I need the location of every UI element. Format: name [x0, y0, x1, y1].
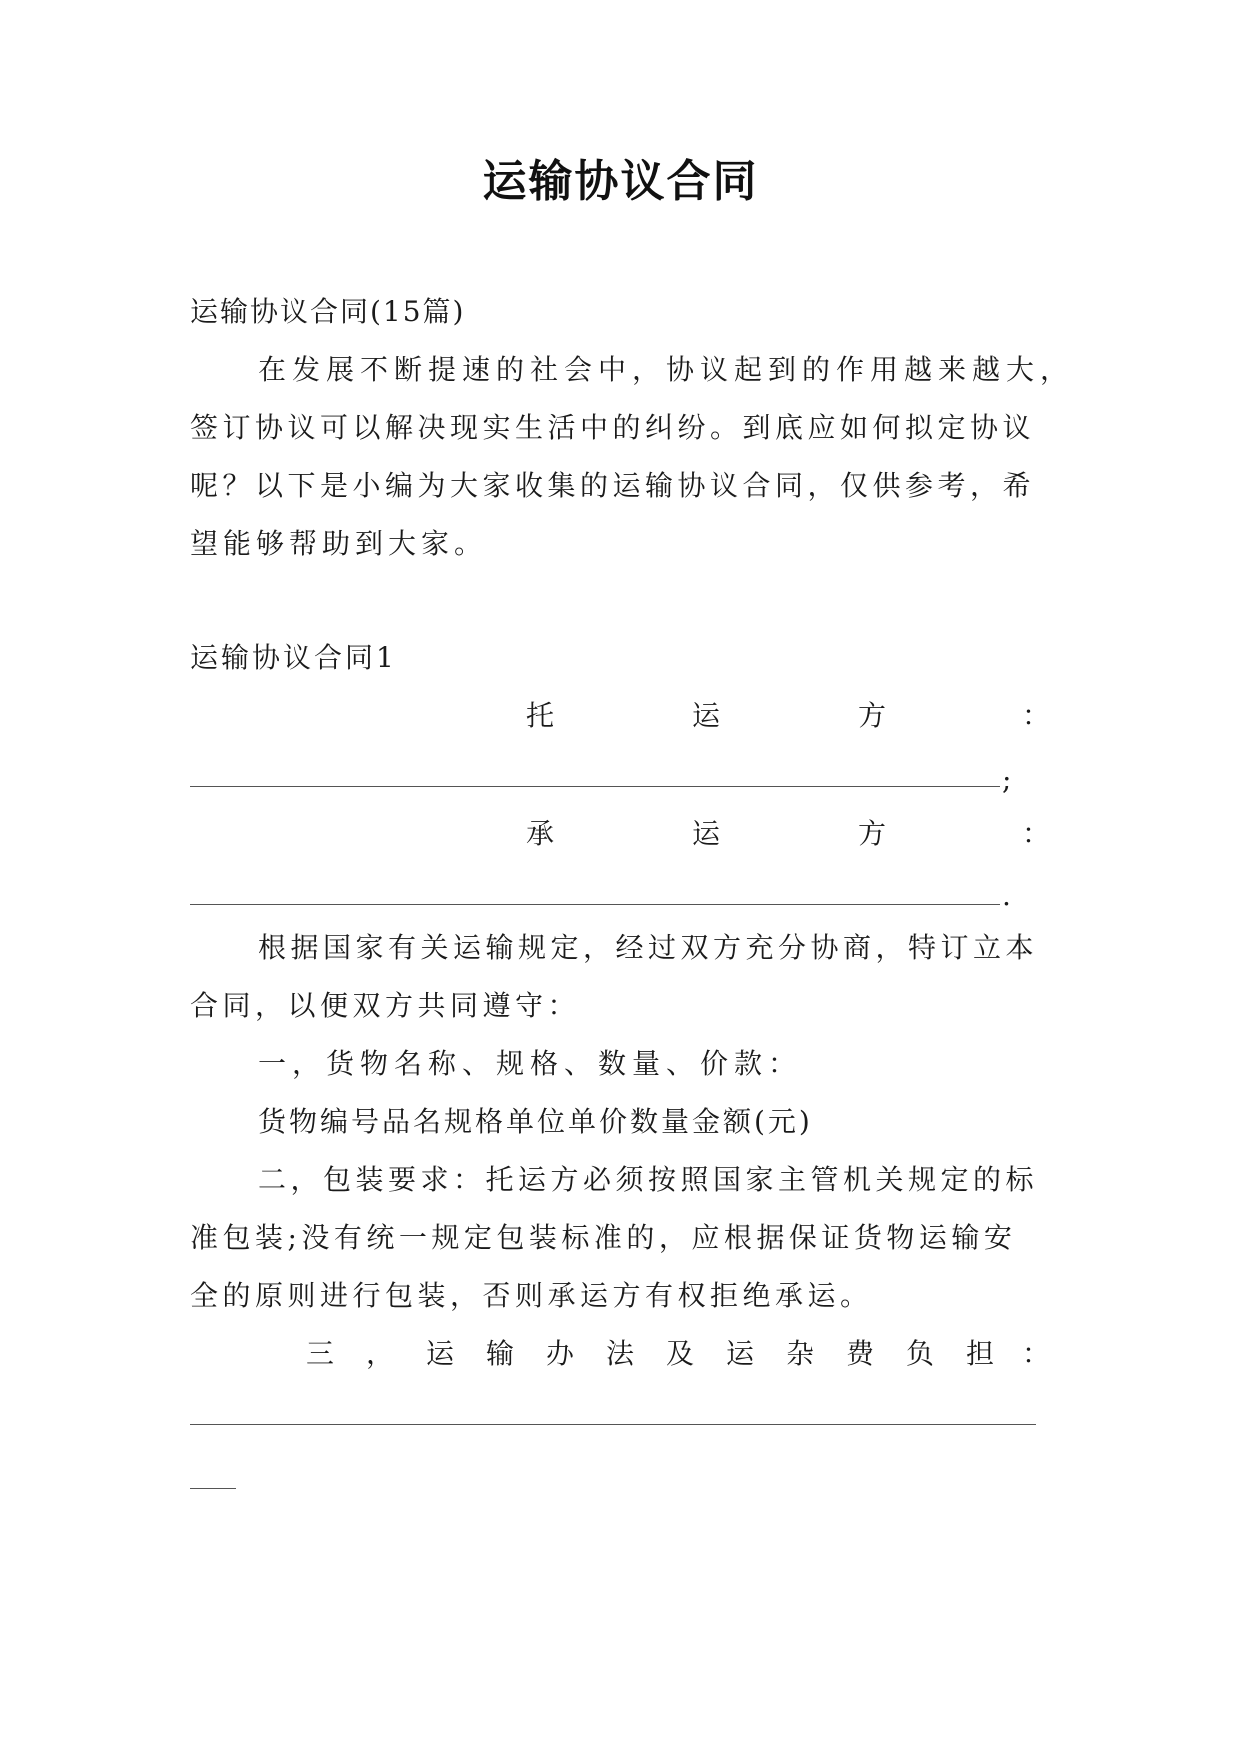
item-3-char: 输: [486, 1337, 515, 1370]
carrier-line-end: .: [1002, 879, 1011, 912]
item-3-char: ，: [366, 1337, 395, 1370]
item-3-char: 办: [546, 1337, 575, 1370]
item-3-char: 杂: [786, 1337, 815, 1370]
intro-line-2: 签订协议可以解决现实生活中的纠纷。到底应如何拟定协议: [190, 411, 1036, 444]
item-3-char: 运: [726, 1337, 755, 1370]
item-2-line-1: 二，包装要求：托运方必须按照国家主管机关规定的标: [258, 1163, 1039, 1196]
body-line-2: 合同，以便双方共同遵守：: [190, 989, 581, 1022]
item-3-char: 担: [966, 1337, 995, 1370]
item-3-char: 运: [426, 1337, 455, 1370]
item-3-char: 费: [846, 1337, 875, 1370]
carrier-colon: ：: [1022, 817, 1051, 850]
item-3-char: 法: [606, 1337, 635, 1370]
item-2-line-3: 全的原则进行包装，否则承运方有权拒绝承运。: [190, 1279, 873, 1312]
carrier-label-row: [190, 814, 1050, 854]
item-3-label-row: [190, 1334, 1050, 1374]
item-3-char: 三: [306, 1337, 335, 1370]
item-2-line-2: 准包装;没有统一规定包装标准的，应根据保证货物运输安: [190, 1221, 1017, 1254]
section-heading: 运输协议合同1: [190, 641, 397, 674]
shipper-char: 运: [692, 699, 721, 732]
item-3-colon: ：: [1022, 1337, 1051, 1370]
intro-line-1: 在发展不断提速的社会中，协议起到的作用越来越大，: [258, 353, 1075, 386]
item-3-char: 及: [666, 1337, 695, 1370]
carrier-char: 方: [858, 817, 887, 850]
shipper-colon: ：: [1022, 699, 1051, 732]
intro-line-4: 望能够帮助到大家。: [190, 527, 488, 560]
item-3-blank-line-tail: [190, 1488, 236, 1489]
item-1-heading: 一，货物名称、规格、数量、价款：: [258, 1047, 803, 1080]
body-line-1: 根据国家有关运输规定，经过双方充分协商，特订立本: [258, 931, 1039, 964]
shipper-char: 方: [858, 699, 887, 732]
shipper-line-end: ;: [1002, 763, 1012, 796]
intro-line-3: 呢？以下是小编为大家收集的运输协议合同，仅供参考，希: [190, 469, 1036, 502]
item-1-detail: 货物编号品名规格单位单价数量金额(元): [258, 1105, 813, 1138]
document-subtitle: 运输协议合同(15篇): [190, 295, 466, 328]
carrier-char: 运: [692, 817, 721, 850]
shipper-blank-line: [190, 786, 1000, 787]
item-3-char: 负: [906, 1337, 935, 1370]
carrier-blank-line: [190, 904, 1000, 905]
shipper-char: 托: [526, 699, 555, 732]
shipper-label-row: [190, 696, 1050, 736]
item-3-blank-line: [190, 1424, 1036, 1425]
carrier-char: 承: [526, 817, 555, 850]
document-title: 运输协议合同: [482, 156, 759, 207]
